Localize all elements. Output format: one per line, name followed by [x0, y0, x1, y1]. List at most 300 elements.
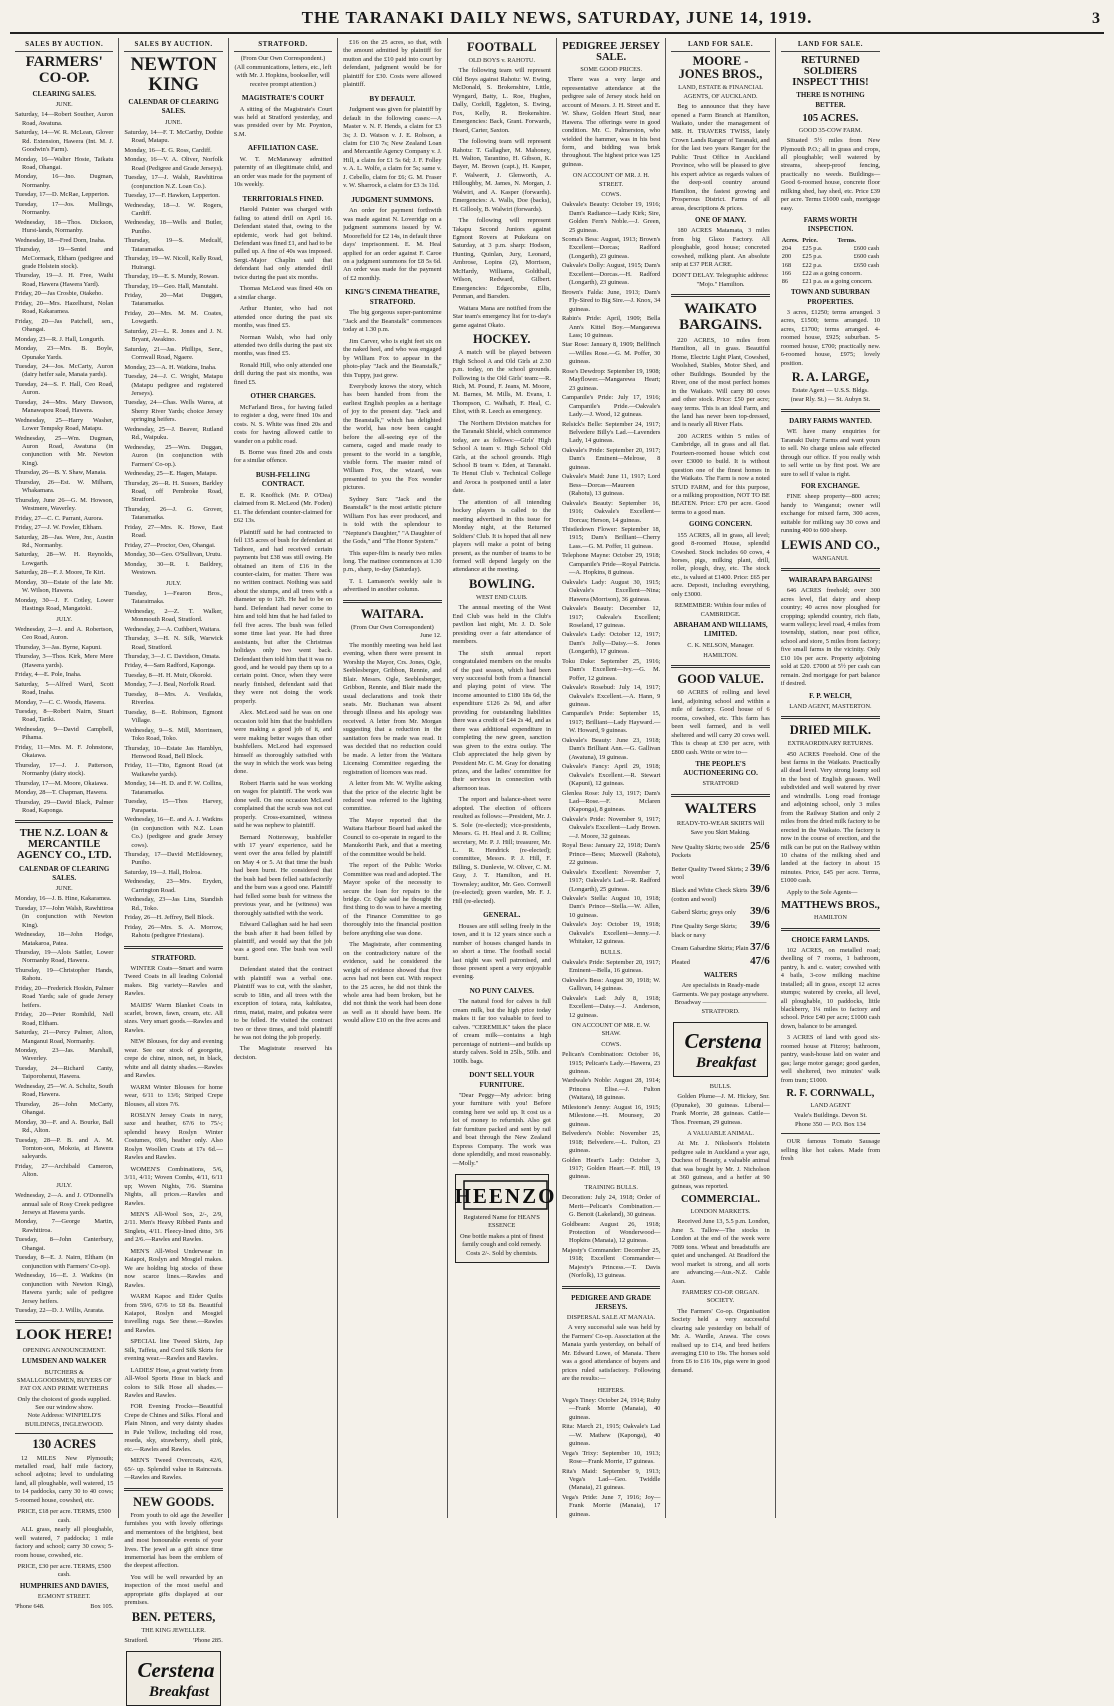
sale-entry: Thursday, 19—Geo. Hall, Manutahi. — [124, 282, 219, 290]
sale-entry: Monday, 30—Geo. O'Sullivan, Urutu. — [124, 551, 222, 559]
article-paragraph: Waitara Mana are notified from the Star team's emergency list for to-day's game against Okato. — [452, 304, 551, 329]
table-cell: £25 p.a. — [802, 244, 823, 252]
sale-result: Vega's Tiney: October 24, 1914; Ruby—Frank Morrie (Manaia), 40 guineas. — [561, 1396, 661, 1421]
skirt-label: Fine Quality Serge Skirts; black or navy — [671, 923, 737, 939]
sale-entry: Monday, 30—F. and A. Bourke, Ball Rd., Alton. — [15, 1118, 114, 1135]
sale-entry: Tuesday, 17—D. McRae, Lepperton. — [15, 191, 110, 199]
phone-number: 'Phone 648. — [15, 1603, 45, 1611]
article-paragraph: The Magistrate, after commenting on the contradictory nature of the evidence, said he considered the weight of evidence showed that five acres had not been cut. With respect to the 25 acres, he did not think the whole area had been broken, but he did not think the work had been done as well as it should have been. He would allow £10 on the five acres and — [343, 941, 442, 1025]
skirt-label: Better Quality Tweed Skirts; 2 wool — [671, 865, 749, 881]
table-header-cell: Price. — [802, 236, 818, 244]
article-paragraph: 220 ACRES, 10 miles from Hamilton, all in grass. Beautiful Home, Electric Light Plant, Cowshed, Woolshed, Stables, Motor Shed, and other Buildings. Bounded by the River, one of the most perfect homes in the Waikato. Will carry 80 cows and other stock. Price: £50 per acre; easy terms. This is an ideal Farm, and the land has never been top-dressed, and is nearly all River Flats. — [671, 336, 770, 429]
sale-entry: Wednesday, 2—A. and J. O'Donnell's annual sale of Rosy Creek pedigree Jerseys at Hawera yards. — [15, 1192, 114, 1216]
bulls-label: BULLS. — [600, 948, 622, 956]
valuable-label: A VALUABLE ANIMAL. — [687, 1130, 754, 1138]
dried-milk-subtitle: EXTRAORDINARY RETURNS. — [787, 740, 874, 748]
column-1 — [10, 38, 119, 1611]
sale-entry: Monday, 23—A. H. Watkins, Inaha. — [124, 363, 217, 371]
month-label: JUNE. — [55, 884, 73, 892]
classified-ad: SPECIAL line Tweed Skirts, Jap Silk, Taffeta, and Cord Silk Skirts for evening wear.—Rawles and Rawles. — [124, 1338, 223, 1363]
article-paragraph: OUR famous Tomato Sausage selling like hot cakes. Made from fresh — [780, 1138, 881, 1163]
article-paragraph: The monthly meeting was held last evening, when there were present in Worship the Mayor, Crs. Jones, Ogle, Seeblesberger, Gribbon, Rennie, and Blair. Messrs. Ogle, Seeblesberger, Gribbon, Rennie, and Blair made the usual declarations and took their seats. Mr. Buchanan was absent through illness and his apology was received. A letter from Mr. Morgan suggesting that a reduction in the sanitation fees be made was read. It was decided that no reduction could be made. A letter from the Waitara Licensing Committee regarding the registration of licences was read. — [343, 641, 442, 776]
section-heading: BY DEFAULT. — [369, 94, 416, 103]
sales-list — [124, 590, 222, 941]
article-paragraph: A very successful sale was held by the Farmers' Co-op. Association at the Manaia yards yesterday, on behalf of Mr. Edward Lowe, of Manaia. There was a good attendance of buyers and prices ruled satisfactory. Following are the results:— — [561, 1324, 661, 1383]
article-paragraph: The natural food for calves is full cream milk, but the high price today makes it far too valuable to feed to calves. "CEREMILK" takes the place of cream milk—contains a high percentage of nutrient—and builds up sturdy calves. Sold in 25lb., 50lb. and 100lb. bags. — [452, 998, 551, 1065]
dairy-farms-title: DAIRY FARMS WANTED. — [789, 417, 872, 426]
acres-text: 12 MILES New Plymouth; metalled road, half mile factory, school adjoins; level to undulating land, all ploughable, well watered, 15 to 14 paddocks, carry 30 to 40 cows; 5-roomed house, cowshed, etc. — [15, 1454, 114, 1504]
lumsden-address: Note Address: WINFIELD'S BUILDINGS, INGLEWOOD. — [25, 1412, 104, 1428]
article-paragraph: Norman Walsh, who had only attended two drills during the past six months, was fined £5. — [233, 333, 333, 358]
article-paragraph: A sitting of the Magistrate's Court was held at Stratford yesterday, and was presided over by Mr. Poynton, S.M. — [233, 105, 333, 138]
sale-result: Oakvale's Excellent: November 7, 1917; Oakvale's Lad.—R. Radford (Longarth), 25 guineas. — [561, 868, 661, 893]
classified-ad: NEW Blouses, for day and evening wear. See our stock of georgette, crepe de chine, ninon, net, in black, white and all dainty shades.—Rawles and Rawles. — [124, 1038, 223, 1080]
box-number: Box 105. — [90, 1603, 114, 1611]
sale-entry: Wednesday, 18—John Hodge, Matakaroa, Patea. — [15, 931, 114, 947]
sale-entry: Friday, 20—Mrs. Hazelhurst, Nolan Road, Kakaramea. — [15, 299, 114, 316]
walters-address: Broadway —————————— STRATFORD. — [674, 999, 767, 1015]
pedigree-subtitle: SOME GOOD PRICES. — [580, 66, 643, 74]
sale-entry: Monday, 16—E. G. Ross, Cardiff. — [124, 146, 212, 154]
divider — [671, 794, 769, 797]
sale-entry: Monday, 30—J. F. Cotley, Lower Hastings Road, Mangatoki. — [15, 596, 114, 613]
section-heading: KING'S CINEMA THEATRE, STRATFORD. — [345, 288, 440, 306]
article-paragraph: The Northern Division matches for the Taranaki Shield, which commence today, are as follows:—Girls' High School A team v. High School Old Girls, at the school grounds. High School B team v. Eden, at Taranaki. Te Henui Club v. Technical College and Avoca is postponed until a later date. — [452, 419, 551, 495]
article-paragraph: Defendant stated that the contract with plaintiff was a verbal one. Plaintiff was to cut, with the slasher, scrub to 18in, and all trees with the exception of totara, rata, kahikatea, rimu, matai, maire, and pukatea were to be felled. He visited the contract two or three times, and told plaintiff he was not doing the job properly. — [233, 966, 333, 1041]
sale-result: Oakvale's Stella: August 10, 1918; Dam's Prince—Stella.—W. Allen, 10 guineas. — [561, 895, 661, 919]
sale-entry: Friday, 27—J. W. Fowler, Eltham. — [15, 524, 103, 532]
article-paragraph: 646 ACRES freehold; over 300 acres level, flat dairy and sheep country; 40 acres now ploughed for cropping; splendid country, rich flats, warm valleys; level road, 4 miles from township, station, near post office, school and store, 5 miles from factory; five small farms in the vicinity. Only £10 10s per acre. Property adjoining sold at £20. £7000 at 5½ per cash can remain. 2nd mortgage for part balance if desired. — [780, 587, 881, 688]
section-heading: OTHER CHARGES. — [250, 392, 316, 401]
heenzo-logo-image — [454, 1178, 556, 1212]
sale-entry: Wednesday, 18—Wells and Butler, Puniho. — [124, 219, 223, 235]
article-paragraph: Harold Painter was charged with failing to attend drill on April 16. Defendant stated that, owing to the epidemic, work had got behind. Defendant was fined £1, and had to be pulled up. A fine of 40s was imposed. Sergt.-Major Chaplin said that defendant had only attended drill twice during the past six months. — [233, 206, 333, 281]
dispersal-subtitle: DISPERSAL SALE AT MANAIA. — [566, 1314, 656, 1322]
section-heading: MAGISTRATE'S COURT — [241, 94, 325, 103]
sale-entry: Saturday, 14—W. R. McLean, Glover Rd. Extension, Hawera (Int. M. J. Goodwin's Farm). — [15, 129, 114, 154]
dried-milk-title: DRIED MILK. — [789, 723, 872, 738]
divider — [124, 1488, 222, 1491]
sale-entry: Thursday, 19—J. H. Free, Waihi Road, Hawera (Hawera Yard). — [15, 272, 114, 288]
sale-entry: Thursday, 19—W. Nicoll, Kelly Road, Huirangi. — [124, 255, 223, 271]
article-paragraph: A match will be played between High School A and Old Girls at 2.30 p.m. today, on the school grounds. Following is the Old Girls' team:—R. Rich, M. Pound, F. Jeans, M. Moore, M. Barnes, M. Mills, M. Evans, I. Thompson, C. Walbath, F. Heal, C. Eliot, with R. Leech as emergency. — [452, 349, 551, 416]
sale-entry: Thursday, 19—E. S. Mundy, Rowan. — [124, 273, 219, 281]
choice-farm-title: CHOICE FARM LANDS. — [791, 935, 870, 944]
sale-entry: Saturday, 28—F. J. Moore, Te Kiri. — [15, 569, 106, 577]
sale-result: Brown's Falda: June, 1913; Dam's Fly-Sired to Big Sire.—J. Knox, 34 guineas. — [561, 288, 661, 313]
sale-entry: Monday, 16—V. A. Oliver, Norfolk Road (Pedigree and Grade Jerseys). — [124, 156, 223, 172]
sale-entry: Tuesday, 8—Mrs. A. Vesilakis, Riverlea. — [124, 690, 223, 707]
article-paragraph: The following will represent Takapu Second Juniors against Egmont Rovers at Pukekura on Saturday, at 3 p.m. sharp: Hodson, Hunting, Quinlan, Jury, Leonard, Ambrose, Lopins (2), Morrison, McHardy, Williams, Goldthall, Wilson, Redward, Gilbert. Emergencies: Edgecombe, Ellis, Penman, and Barsden. — [452, 217, 551, 301]
sale-entry: Monday, 30—Estate of the late Mr. W. Wilson, Hawera. — [15, 578, 114, 595]
sale-entry: Tuesday, 24—J. C. Wright, Matapu (Matapu pedigree and registered Jerseys). — [124, 373, 223, 398]
account-label: ON ACCOUNT OF MR. J. H. STREET. — [572, 172, 650, 188]
logo-word: Breakfast — [696, 1055, 757, 1072]
sale-entry: Saturday, 5—Alfred Ward, Scott Road, Inaha. — [15, 680, 114, 697]
wairarapa-title: WAIRARAPA BARGAINS! — [788, 575, 873, 584]
sale-entry: Monday, 16—J. B. Hine, Kakaramea. — [15, 895, 112, 903]
sale-entry: Wednesday, 16—E. J. Watkins (in conjunction with Newton King), Hawera yards; sale of pedigree Jersey heifers. — [15, 1272, 114, 1305]
sale-entry: Monday, 23—Jas. Marshall, Waverley. — [15, 1046, 114, 1063]
classified-ad: WARM Kapoc and Eider Quilts from 59/6, 67/6 to £8 8s. Beautiful Kaiapoi, Roslyn and Mosgiel travelling rugs. See these.—Rawles and Rawles. — [124, 1293, 223, 1334]
column-6 — [557, 38, 666, 1518]
lumsden-subtitle: BUTCHERS & SMALLGOODSMEN, BUYERS OF FAT OX AND PRIME WETHERS — [16, 1368, 112, 1393]
cerstena-logo — [126, 1651, 220, 1706]
article-paragraph: Edward Callaghan said he had seen the bush after it had been felled by plaintiff, and would say that the job was a good one. The bush was well burnt. — [233, 921, 333, 962]
skirt-label: Cream Gabardine Skirts; Plain — [671, 944, 749, 952]
sale-entry: Wednesday, 25—E. Hagen, Matapu. — [124, 470, 218, 478]
skirt-price: 39/6 — [750, 919, 770, 932]
table-cell: 166 — [781, 269, 792, 277]
cerstena-logo — [673, 1022, 767, 1077]
table-row — [781, 262, 880, 270]
sale-results — [562, 1397, 660, 1519]
sale-entry: Tuesday, 17—F. Hawken, Lepperton. — [124, 192, 220, 200]
sale-entry: Thursday, 26—B. Y. Shaw, Manaia. — [15, 469, 107, 477]
column-header: LAND FOR SALE. — [671, 40, 769, 52]
sale-result: Belvedere's Noble: November 25, 1918; Belvedere.—L. Fulton, 23 guineas. — [561, 1130, 661, 1155]
skirt-price-list — [671, 839, 769, 969]
sale-entry: Thursday, 10—Estate Jas Hamblyn, Henwood Road, Bell Block. — [124, 744, 223, 760]
mathews-title: MATTHEWS BROS., — [781, 900, 880, 912]
divider — [781, 409, 880, 412]
skirt-price-row — [671, 918, 769, 940]
divider — [562, 1286, 660, 1289]
sale-entry: Thursday, 3—Thos. Kirk, Mere Mere (Hawera yards). — [15, 653, 114, 669]
sale-entry: Monday, 30—R. I. Baildrey, Westown. — [124, 560, 223, 577]
sale-entry: Friday, 20—Jas Patchell, sen., Ohangai. — [15, 317, 114, 334]
heenzo-logo — [454, 1174, 556, 1263]
columns — [10, 38, 1104, 1701]
sale-entry: Monday, 23—R. J. Hall, Longurth. — [15, 335, 105, 343]
article-paragraph: W. T. McManaway admitted paternity of an illegitimate child, and an order was made for the payment of 10s weekly. — [233, 155, 333, 189]
sale-result: Wardwale's Noble: August 28, 1914; Princess Elise.—J. Fulton (Waitara), 18 guineas. — [561, 1077, 661, 1102]
article-paragraph: 450 ACRES Freehold. One of the best farms in the Waikato. Practically all dead level. Very strong loamy soil in the best of English grasses. Well subdivided and well watered by river and windmills. Long road frontage and adjoining school, only 3 miles from the Railway Station and only 2 miles from the dried milk factory to be erected in the Waikato. The factory is now in the course of erection, and the milk can be put on the Railway within 10 chains of the milking shed and landed at the factory in about 15 minutes. Price, £45 per acre. Terms, £1000 cash. — [780, 750, 881, 885]
sale-entry: Friday, 26—Mrs. S. A. Morrow, Rahotu (pedigree Friesians). — [124, 923, 223, 940]
sale-result: Majesty's Commander: December 25, 1918; Excellent Commander—Majesty's Princess.—T. Davis (Norfolk), 13 guineas. — [561, 1246, 661, 1280]
skirt-price-row — [671, 861, 769, 883]
sale-result: Oakvale's Pride: September 20, 1917; Dam's Eminent—Melrose, 8 guineas. — [561, 446, 661, 471]
new-goods-text: You will be well rewarded by an inspection of the most useful and appropriate gifts displayed at our premises. — [124, 1573, 223, 1607]
byline: (From Our Own Correspondent.) — [240, 55, 326, 63]
sale-entry: Monday, 28—T. Chapman, Hawera. — [15, 789, 108, 797]
sale-entry: Tuesday, 24—S. F. Hall, Ceo Road, Auron. — [15, 380, 114, 397]
waitara-title: WAITARA. — [361, 606, 424, 621]
ben-peters-title: BEN. PETERS, — [131, 1609, 216, 1624]
table-row — [781, 278, 880, 286]
sale-entry: Thursday, 26—Est. W. Milham, Whakamara. — [15, 478, 114, 495]
sale-result: Decoration: July 24, 1918; Order of Merit—Pelican's Combination.—G. Benoit (Lakeland), 30 guineas. — [561, 1194, 661, 1219]
farms-table — [781, 237, 880, 287]
sale-result: Oakvale's Beauty: October 19, 1916; Dam's Radiance—Lady Kirk; Sire, Golden Fern's Noble.—J. Green, 25 guineas. — [561, 201, 661, 234]
classified-ad: WOMEN'S Combinations, 5/6, 3/11, 4/11; Woven Combs, 4/11, 6/11 up; Woven Nights, 7/6. Stamina Nights, all prices.—Rawles and Rawles. — [124, 1165, 223, 1207]
sale-result: Vega's Pride: June 7, 1916; Joy—Frank Morrie (Manaia), 17 guineas. — [561, 1493, 661, 1518]
article-paragraph: Plaintiff said he had contracted to fell 135 acres of bush for defendant at Taihore, and had received certain payments but £38 was still owing. He obtained an item of £16 in the counter-claim, for matter. There was no written contract. Nothing was said about the stumps, and all trees with a diameter up to 12ft. He had to be on hand. Defendant had never come to him and told him that he had failed to fell five acres. The bush was felled some time last year. He had three assistants, but after the Christmas holidays only two went back. Defendant then told him that it was no good, and he would pay them up to a certain point. Once, when they were nearly finished, defendant said that they were not doing the work properly. — [233, 528, 333, 705]
bowling-subtitle: WEST END CLUB. — [476, 594, 528, 602]
article-paragraph: Thomas McLeod was fined 40s on a similar charge. — [233, 285, 333, 301]
article-paragraph: Everybody knows the story, which has been handed from from the earliest English peoples as a heritage of joy to the present day. "Jack and the Beanstalk," which has delighted the world, has now been caught before the all-seeing eye of the camera, caged and made ready to present to the world in a tangible, visible form. The master mind of William Fox, the wizard, was presented to you the Fox wonder pictures. — [343, 382, 442, 492]
sale-entry: Saturday, 14—F. T. McCarthy, Dothie Road, Matapu. — [124, 128, 223, 145]
skirt-price-row — [671, 940, 769, 955]
ben-peters-subtitle: THE KING JEWELLER. — [141, 1626, 206, 1634]
note: (All communications, letters, etc., left with Mr. J. Hopkins, bookseller, will receive prompt attention.) — [234, 63, 332, 88]
article-paragraph: £16 on the 25 acres, so that, with the amount admitted by plaintiff for mutton and the £10 paid into court by defendant, judgment would be for plaintiff for £30. Costs were allowed plaintiff. — [343, 39, 442, 89]
classified-ad: MEN'S All-Wool Underwear in Kaiapoi, Roslyn and Mosgiel makes. We are holding big stocks of these now scarce lines.—Rawles and Rawles. — [124, 1247, 223, 1289]
divider — [781, 716, 880, 719]
skirt-label: Black and White Check Skirts (cotton and wool) — [671, 887, 748, 903]
logo-word: Breakfast — [149, 1684, 210, 1701]
column-2 — [119, 38, 228, 1701]
sale-entry: Monday, 7—C. C. Woods, Hawera. — [15, 698, 106, 706]
ben-address: Stratford. — [124, 1637, 149, 1645]
article-paragraph: Alex. McLeod said he was on one occasion told him that the bushfellers were making a good job of it, and were making better wages than other bushfellers. McLeod had expressed himself as thoroughly satisfied with the way in which the work was being done. — [233, 709, 333, 776]
article-paragraph: The following team will represent Rahotu: T. Gallagher, M. Mahoney, H. Walton, Tarantino, H. Gibson, K. Bayer, M. Brown (capt.), H. Kasper, F. Walwerit, J. Glenworth, A. Hilloughby, M. James, N. Morgan, J. Walwiri, and A. Kasper (forwards). Emergencies: A. Walls, Doe (backs), H. Gillooly, B. Walwiri (forwards). — [452, 138, 551, 213]
stratford-header: STRATFORD. — [151, 953, 196, 962]
article-paragraph: Beg to announce that they have opened a Farm Branch at Hamilton, Waikato, under the management of MR. H. TRAVERS TWISS, lately Crown Lands Ranger of Taranaki, and for the last two years Ranger for the Public Trust Office in Auckland Province, who will be pleased to give his expert advice as regards values of the deep-soil country around Hamilton, the fastest growing and Prosperous District. Farms of all areas, descriptions & prices. — [671, 103, 770, 212]
table-header — [781, 237, 880, 245]
column-5 — [448, 38, 557, 1518]
remember-note: REMEMBER: Within four miles of CAMBRIDGE. — [674, 602, 767, 618]
skirt-price-row — [671, 904, 769, 919]
sale-entry: Wednesday, 9—S. Mill, Morrinsen, Toko Road, Toko. — [124, 726, 223, 743]
sale-entry: Wednesday, 23—Mrs. Eryden, Carrington Road. — [124, 878, 223, 894]
sales-list — [15, 895, 113, 1180]
sale-entry: Thursday, 19—Alois Sattler, Lower Normanby Road, Hawera. — [15, 948, 114, 965]
sale-result: Toku Duke: September 25, 1916; Dam's Excellent—Ivy.—G. M. Poffer, 12 guineas. — [561, 657, 661, 682]
logo-word: HEENZO — [454, 1184, 556, 1209]
masthead — [10, 8, 1104, 34]
divider — [781, 1133, 880, 1134]
new-goods-text: From youth to old age the Jeweller furnishes you with lovely offerings and mementoes of the brightest, best and most honourable events of your lives. The jewel as a gift since time immemorial has been the emblem of the deepest affection. — [124, 1511, 223, 1570]
sale-result: Oakvale's Pride: November 9, 1917; Oakvale's Excellent—Lady Brown.—J. Moore, 32 guineas. — [561, 815, 661, 840]
acres-105-subtitle: GOOD 35-COW FARM. — [798, 126, 863, 134]
returned-soldiers-title: RETURNED SOLDIERS INSPECT THIS! — [792, 55, 869, 89]
skirt-price: 39/6 — [750, 904, 770, 917]
article-paragraph: 102 ACRES, on metalled road; dwelling of 7 rooms, 1 bathroom, pantry, h. and c. water; cowshed with 4 bails, 3-cow milking machine installed; all in grass, except 12 acres stumps; watered by creeks, all level, all ploughable, 10 paddocks, little blackberry, 1¼ miles to factory and school. Price £40 per acre; £1000 cash down, balance to be arranged. — [780, 946, 881, 1030]
dateline: June 12. — [420, 632, 442, 640]
column-8 — [776, 38, 885, 1518]
divider — [671, 294, 769, 297]
cows-label: COWS. — [601, 190, 622, 198]
bowling-title: BOWLING. — [468, 576, 535, 591]
article-paragraph: WE have many enquiries for Taranaki Dairy Farms and want yours to sell. No charge unless sale effected through our office. If you really wish to sell write us by first post. We are sure to sell if value is right. — [780, 428, 881, 478]
sale-result: Oakvale's Lady: October 12, 1917; Dam's Jolly—Daisy.—S. Jones (Longarth), 17 guineas. — [561, 631, 661, 656]
divider — [781, 928, 880, 931]
skirt-price: 39/6 — [750, 883, 770, 896]
sale-entry: Tuesday, 24—Richard Canty, Taiporohenui, Hawera. — [15, 1064, 114, 1081]
sale-entry: Tuesday, 8—H. H. Muir, Okoroki. — [124, 671, 213, 679]
column-header: LAND FOR SALE. — [781, 40, 880, 52]
divider — [15, 1320, 113, 1323]
article-paragraph: 200 ACRES within 5 miles of Cambridge, all in grass and all flat. Fourteen-roomed house which cost over £3000 to build. It is without question one of the finest homes in the Waikato. The Farm is now a noted STUD FARM, and for this purpose, or a milking proposition, NOT TO BE BEATEN. Price: £70 per acre. Good terms to a good man. — [671, 432, 770, 516]
sale-entry: Tuesday, 8—E. J. Nairn, Eltham (in conjunction with Farmers' Co-op). — [15, 1254, 114, 1270]
cerstena-logo-image — [129, 1655, 224, 1701]
sale-entry: Wednesday, 18—Thos. Dickson, Hurst-lands, Normanby. — [15, 218, 114, 235]
acres-price: PRICE, £30 per acre. TERMS, £500 cash. — [17, 1562, 111, 1579]
sale-entry: Tuesday, 8—E. Robinson, Egmont Village. — [124, 708, 223, 725]
skirt-label: Gaberd Skirts; greys only — [671, 908, 736, 916]
sale-entry: Friday, 20—Frederick Hoskin, Palmer Road Yards; sale of grade Jersey heifers. — [15, 984, 114, 1009]
hockey-title: HOCKEY. — [472, 332, 531, 347]
article-paragraph: 3 acres, £1250; terms arranged. 3 acres, £1500; terms arranged. 10 acres, £1700; terms arranged. 4-roomed house, £925; suburban. 5-roomed house, £700; practically new. 6-roomed house, £975; lovely position. — [780, 308, 881, 367]
sale-entry: Friday, 27—Proctor, Oeo, Ohangai. — [124, 541, 216, 549]
classified-ad: MEN'S Tweed Overcoats, 42/6, 65/- up. Splendid value in Raincoats.—Rawles and Rawles. — [124, 1457, 223, 1482]
mathews-address: HAMILTON — [813, 914, 847, 922]
cornwall-phone: Phone 350 — P.O. Box 134 — [795, 1120, 866, 1128]
column-header: SALES BY AUCTION. — [15, 40, 113, 52]
sale-entry: Wednesday, 25—Wm. Dugman, Auron Road, Awatuna (in conjunction with Mr. Newton King). — [15, 434, 114, 467]
article-paragraph: Ronald Hill, who only attended one drill during the past six months, was fined £5. — [233, 361, 333, 386]
sale-entry: Tuesday, 8—John Canterbury, Ohangai. — [15, 1236, 114, 1252]
sale-entry: Wednesday, 2—A. Cuthbert, Waitara. — [124, 625, 221, 633]
section-heading: JUDGMENT SUMMONS. — [351, 195, 434, 204]
sale-entry: Monday, 23—Mrs. B. Boyle, Opunake Yards. — [15, 345, 114, 361]
sale-result: Rita: March 21, 1915; Oakvale's Lad—W. Mathew (Kaponga), 40 guineas. — [561, 1423, 661, 1448]
logo-word: Cerstena — [684, 1029, 762, 1054]
sale-result: Telephone Mayne: October 29, 1918; Campanile's Pride—Royal Patricia.—A. Hopkins, 8 guineas. — [561, 552, 661, 577]
sale-entry: Friday, 20—Mrs. M. M. Coates, Lowgarth. — [124, 309, 223, 326]
article-paragraph: FINE sheep property—800 acres; handy to Wanganui; owner will exchange for mixed farm, 300 acres, suitable for milking say 30 cows and running 400 to 600 sheep. — [780, 493, 881, 535]
sale-result: Campanile's Pride: September 15, 1917; Brilliant—Lady Hayward.—W. Howard, 9 guineas. — [561, 710, 661, 735]
heifers-label: HEIFERS. — [597, 1386, 625, 1394]
sale-entry: Tuesday, 24—Mrs. Mary Dawson, Manawapou Road, Hawera. — [15, 398, 114, 415]
sale-result: Oakvale's Bess: August 30, 1918; W. Gallivan, 14 guineas. — [561, 976, 661, 993]
article-paragraph: This super-film is nearly two miles long. The matinee commences at 1.30 p.m., sharp, to-day (Saturday). — [343, 549, 442, 574]
sale-result: Oakvale's Beauty: December 12, 1917; Oakvale's Excellent; Roseland, 17 guineas. — [561, 605, 661, 629]
account-label: ON ACCOUNT OF MR. E. W. SHAW. — [571, 1022, 651, 1038]
sale-entry: Friday, 27—Mrs. K. Howe, East Road. — [124, 523, 223, 540]
sale-result: Rose's Dewdrop: September 19, 1908; Mayflower.—Mangarewa Heart; 23 guineas. — [561, 367, 661, 392]
sale-result: Pelican's Combination: October 16, 1915; Pelican's Lady.—Hawera, 23 guineas. — [561, 1051, 661, 1075]
rawles-ads — [124, 965, 222, 1483]
sale-entry: Friday, 27—Archibald Cameron, Alton. — [15, 1162, 114, 1179]
article-paragraph: Houses are still selling freely in the town, and it is 12 years since such a number of houses changed hands in so short a time. The football social last night was well patronised, and those present spent a very enjoyable evening. — [452, 922, 551, 981]
heenzo-subtitle: Registered Name for HEAN'S ESSENCE — [463, 1214, 540, 1230]
sale-entry: Thursday, June 26—G. M. Howson, Westmere, Waverley. — [15, 496, 114, 513]
sales-list — [15, 1192, 113, 1315]
sale-entry: Monday, 7—J. Beal, Norfolk Road. — [124, 681, 216, 689]
sale-entry: Wednesday, 18—Fred Dorn, Inaha. — [15, 236, 106, 244]
sale-result: Oakvale's Dolly: August, 1915; Dam's Excellent—Dorcas.—H. Radford (Longarth), 23 guineas. — [561, 262, 661, 287]
table-body — [781, 245, 880, 286]
classified-ad: ROSLYN Jersey Coats in navy, saxe and heather, 67/6 to 75/-; splendid heavy Roslyn Winter Costumes, 69/6, heather only. Also Roslyn Woollen Coats at 17s 6d.—Rawles and Rawles. — [124, 1111, 223, 1162]
sale-entry: Thursday, 29—David Black, Palmer Road, Kaponga. — [15, 798, 114, 814]
welch-title: F. P. WELCH, — [809, 691, 852, 700]
coop-label: FARMERS' CO-OP. ORGAN. SOCIETY. — [682, 1289, 760, 1305]
acres-text: ALL grass, nearly all ploughable, well watered, 7 paddocks; 1 mile factory and school; carry 30 cows; 5-room house, cowshed, etc. — [15, 1526, 114, 1559]
sale-entry: Thursday, 3—J. C. Davidson, Omata. — [124, 653, 221, 660]
sale-entry: Wednesday, 25—Harry Washer, Lower Tempsky Road, Matapu. — [15, 416, 114, 433]
ben-phone: 'Phone 285. — [193, 1637, 223, 1645]
farms-worth-title: FARMS WORTH INSPECTION. — [803, 216, 858, 234]
sale-entry: Thursday, 19—Christopher Hands, Rahotu. — [15, 966, 114, 983]
sale-entry: Friday, 27—C. C. Parrant, Aurora. — [15, 514, 104, 522]
sale-entry: Wednesday, 2—Z. T. Walker, Monmouth Road, Stratford. — [124, 607, 223, 624]
month-label: JULY. — [56, 615, 72, 623]
humphries-address: EGMONT STREET. — [37, 1593, 91, 1601]
sale-results — [562, 959, 660, 1020]
walters-title-2: WALTERS — [703, 971, 738, 979]
football-title: FOOTBALL — [467, 40, 537, 54]
column-4 — [338, 38, 447, 1518]
for-exchange-title: FOR EXCHANGE. — [801, 482, 860, 491]
column-header: SALES BY AUCTION. — [124, 40, 222, 52]
divider — [15, 1433, 113, 1434]
table-cell: £650 cash — [853, 261, 880, 269]
article-paragraph: The report of the Public Works Committee was read and adopted. The Mayor spoke of the necessity to secure the loan for repairs to the bridge. Cr. Ogle said he thought the first thing to do was to have a meeting of the Finance Committee to go thoroughly into the financial position before anything else was done. — [343, 862, 442, 937]
skirt-price: 25/6 — [750, 840, 770, 853]
classified-ad: FOR Evening Frocks—Beautiful Crepe de Chines and Silks. Floral and Plain Ninon, and very dainty shades in Pale Yellow, including old rose, reseda, sky, strawberry, shell pink, etc.—Rawles and Rawles. — [124, 1403, 223, 1453]
table-row — [781, 253, 880, 261]
lewis-address: WANGANUI. — [812, 554, 849, 562]
sale-entry: Thursday, 3—H. N. Silk, Warwick Road, Stratford. — [124, 635, 223, 651]
sale-entry: Tuesday, 17—Jos. Mullings, Normanby. — [15, 200, 114, 217]
sale-result: Oakvale's Rosebud: July 14, 1917; Oakvale's Excellent.—A. Hann, 9 guineas. — [561, 684, 661, 709]
sale-entry: Saturday, 21—L. R. Jones and J. N. Bryant, Awakino. — [124, 327, 223, 344]
walters-text: Are specialists in Ready-made Garments. We pay postage anywhere. — [672, 982, 769, 998]
newton-king-title: NEWTON KING — [130, 54, 217, 96]
column-7 — [666, 38, 775, 1518]
abraham-williams: ABRAHAM AND WILLIAMS, LIMITED. — [673, 621, 768, 639]
article-paragraph: The Farmers' Co-op. Organisation Society held a very successful clearing sale yesterday on behalf of Mr. A. Wardle, Arawa. The cows realised up to £14, and bred heifers averaging £10 to 19s. The horses sold from £6 to £16 10s, pigs were in good demand. — [671, 1307, 770, 1374]
article-paragraph: Robert Harris said he was working on wages for plaintiff. The work was done well. On one occasion McLeod complained that the scrub was not cut properly. Cross-examined, witness said he was nephew to plaintiff. — [233, 779, 333, 830]
sale-entry: Thursday, 19—Sentel and McCormack, Eltham (pedigree and grade Holstein stock). — [15, 246, 114, 270]
sale-entry: Wednesday, 18—J. W. Rogers, Cardiff. — [124, 201, 223, 217]
calendar-label: CALENDAR OF CLEARING SALES. — [128, 98, 219, 116]
opening-announcement: OPENING ANNOUNCEMENT. — [22, 1347, 106, 1355]
skirt-price: 37/6 — [750, 940, 770, 953]
nothing-better: THERE IS NOTHING BETTER. — [796, 91, 865, 109]
sale-results — [562, 201, 660, 947]
welch-address: LAND AGENT, MASTERTON. — [789, 702, 872, 710]
sale-result: Oakvale's Fancy: April 29, 1918; Oakvale's Excellent.—R. Stewart (Kapuni), 12 guineas. — [561, 763, 661, 788]
contact-row — [124, 1637, 222, 1645]
divider — [781, 568, 880, 571]
article-paragraph: Golden Plume—J. M. Hickey, Snr. (Opunake), 30 guineas. Liberal—Frank Morrie, 28 guineas. Cattle—Thos. Freeman, 29 guineas. — [671, 1093, 770, 1126]
bulls-label: BULLS. — [709, 1083, 732, 1091]
town-suburban-title: TOWN AND SUBURBAN PROPERTIES. — [791, 288, 870, 306]
cerstena-logo-image — [676, 1026, 771, 1072]
skirt-label: New Quality Skirts; two side Pockets — [671, 844, 745, 860]
article-paragraph: The big gorgeous super-pantomime "Jack and the Beanstalk" commences today at 1.30 p.m. — [343, 309, 442, 334]
article-paragraph: Judgment was given for plaintiff by default in the following cases:—A Master v. N. F. Hends, a claim for £3 3s; J. D. Watson v. J. E. Robson, a claim for £10 7s; New Zealand Loan and Mercantile Agency Company v. J. Hill, a claim for £1 5s 6d; J. F. Folley v. A. L. Wolfe, a claim for 5s; same v. J. Cebello, claim for £6; G. M. Fraser v. W. Sharrock, a claim for £3 3s 11d. — [343, 106, 442, 190]
article-paragraph: 3 ACRES of land with good six-roomed house at Fitzroy; bathroom, pantry, wash-house laid on water and gas; large motor garage; good garden, well sheltered, two minutes' walk from tram; £1000. — [780, 1034, 881, 1084]
calendar-label: CALENDAR OF CLEARING SALES. — [19, 864, 110, 882]
section-heading: AFFILIATION CASE. — [247, 144, 319, 153]
look-here-title: LOOK HERE! — [16, 1327, 113, 1344]
walters-subtitle: READY-TO-WEAR SKIRTS Will Save you Skirt Making. — [676, 820, 765, 836]
sale-entry: Friday, 4—Sam Radford, Kaponga. — [124, 662, 216, 670]
acres-price: PRICE, £18 per acre. TERMS, £500 cash. — [17, 1508, 111, 1524]
sale-entry: Wednesday, 25—W. A. Schultz, South Road, Hawera. — [15, 1082, 114, 1099]
sale-result: Relsick's Belle: September 24, 1917; Belvedere Billy's Lad.—Lavenders Lady, 14 guineas. — [561, 420, 661, 445]
article-paragraph: Received June 13, 5.5 p.m. London, June 5. Tallow—The stocks in London at the end of the week were 7089 tons. Wheat and breadstuffs are quiet and unchanged. At Bradford the wool market is strong, and all sorts are advancing.—Aus.-N.Z. Cable Assn. — [671, 1218, 770, 1285]
month-label: JULY. — [56, 1181, 72, 1189]
london-markets: LONDON MARKETS. — [690, 1208, 751, 1216]
sale-entry: Thursday, 26—R. H. Sussex, Barkley Road, off Pembroke Road, Stratford. — [124, 479, 223, 504]
sale-entry: Friday, 11—Tito, Egmont Road (at Waikawhe yards). — [124, 762, 223, 778]
article-paragraph: "Dear Peggy—My advice: bring your furniture with you! Before coming here we sold up. It cost us a lot of money to refurnish. Also got fair furniture packed and sent by rail and boat through the New Zealand Express Company. The work was done splendidly, and most reasonably.—Molly." — [452, 1092, 551, 1167]
humphries-title: HUMPHRIES AND DAVIES, — [19, 1581, 109, 1590]
sale-result: Campanile's Pride: July 17, 1916; Campanile's Pride.—Oakvale's Lady.—J. Wood, 12 guineas. — [561, 394, 661, 419]
sale-entry: Wednesday, 16—E. and A. J. Watkins (in conjunction with N.Z. Loan Co.) (pedigree and grade Jersey cows). — [124, 816, 223, 849]
sale-result: Oakvale's Joy: October 19, 1918; Oakvale's Excellent—Jenny.—J. Whitaker, 12 guineas. — [561, 921, 661, 946]
table-header-cell: Acres. — [781, 236, 799, 244]
sale-results — [562, 1194, 660, 1281]
cornwall-title: R. F. CORNWALL, — [786, 1088, 875, 1100]
football-subtitle: OLD BOYS v. RAHOTU. — [468, 57, 536, 65]
sale-entry: Monday, 16—Jno. Dugman, Normanby. — [15, 173, 114, 189]
